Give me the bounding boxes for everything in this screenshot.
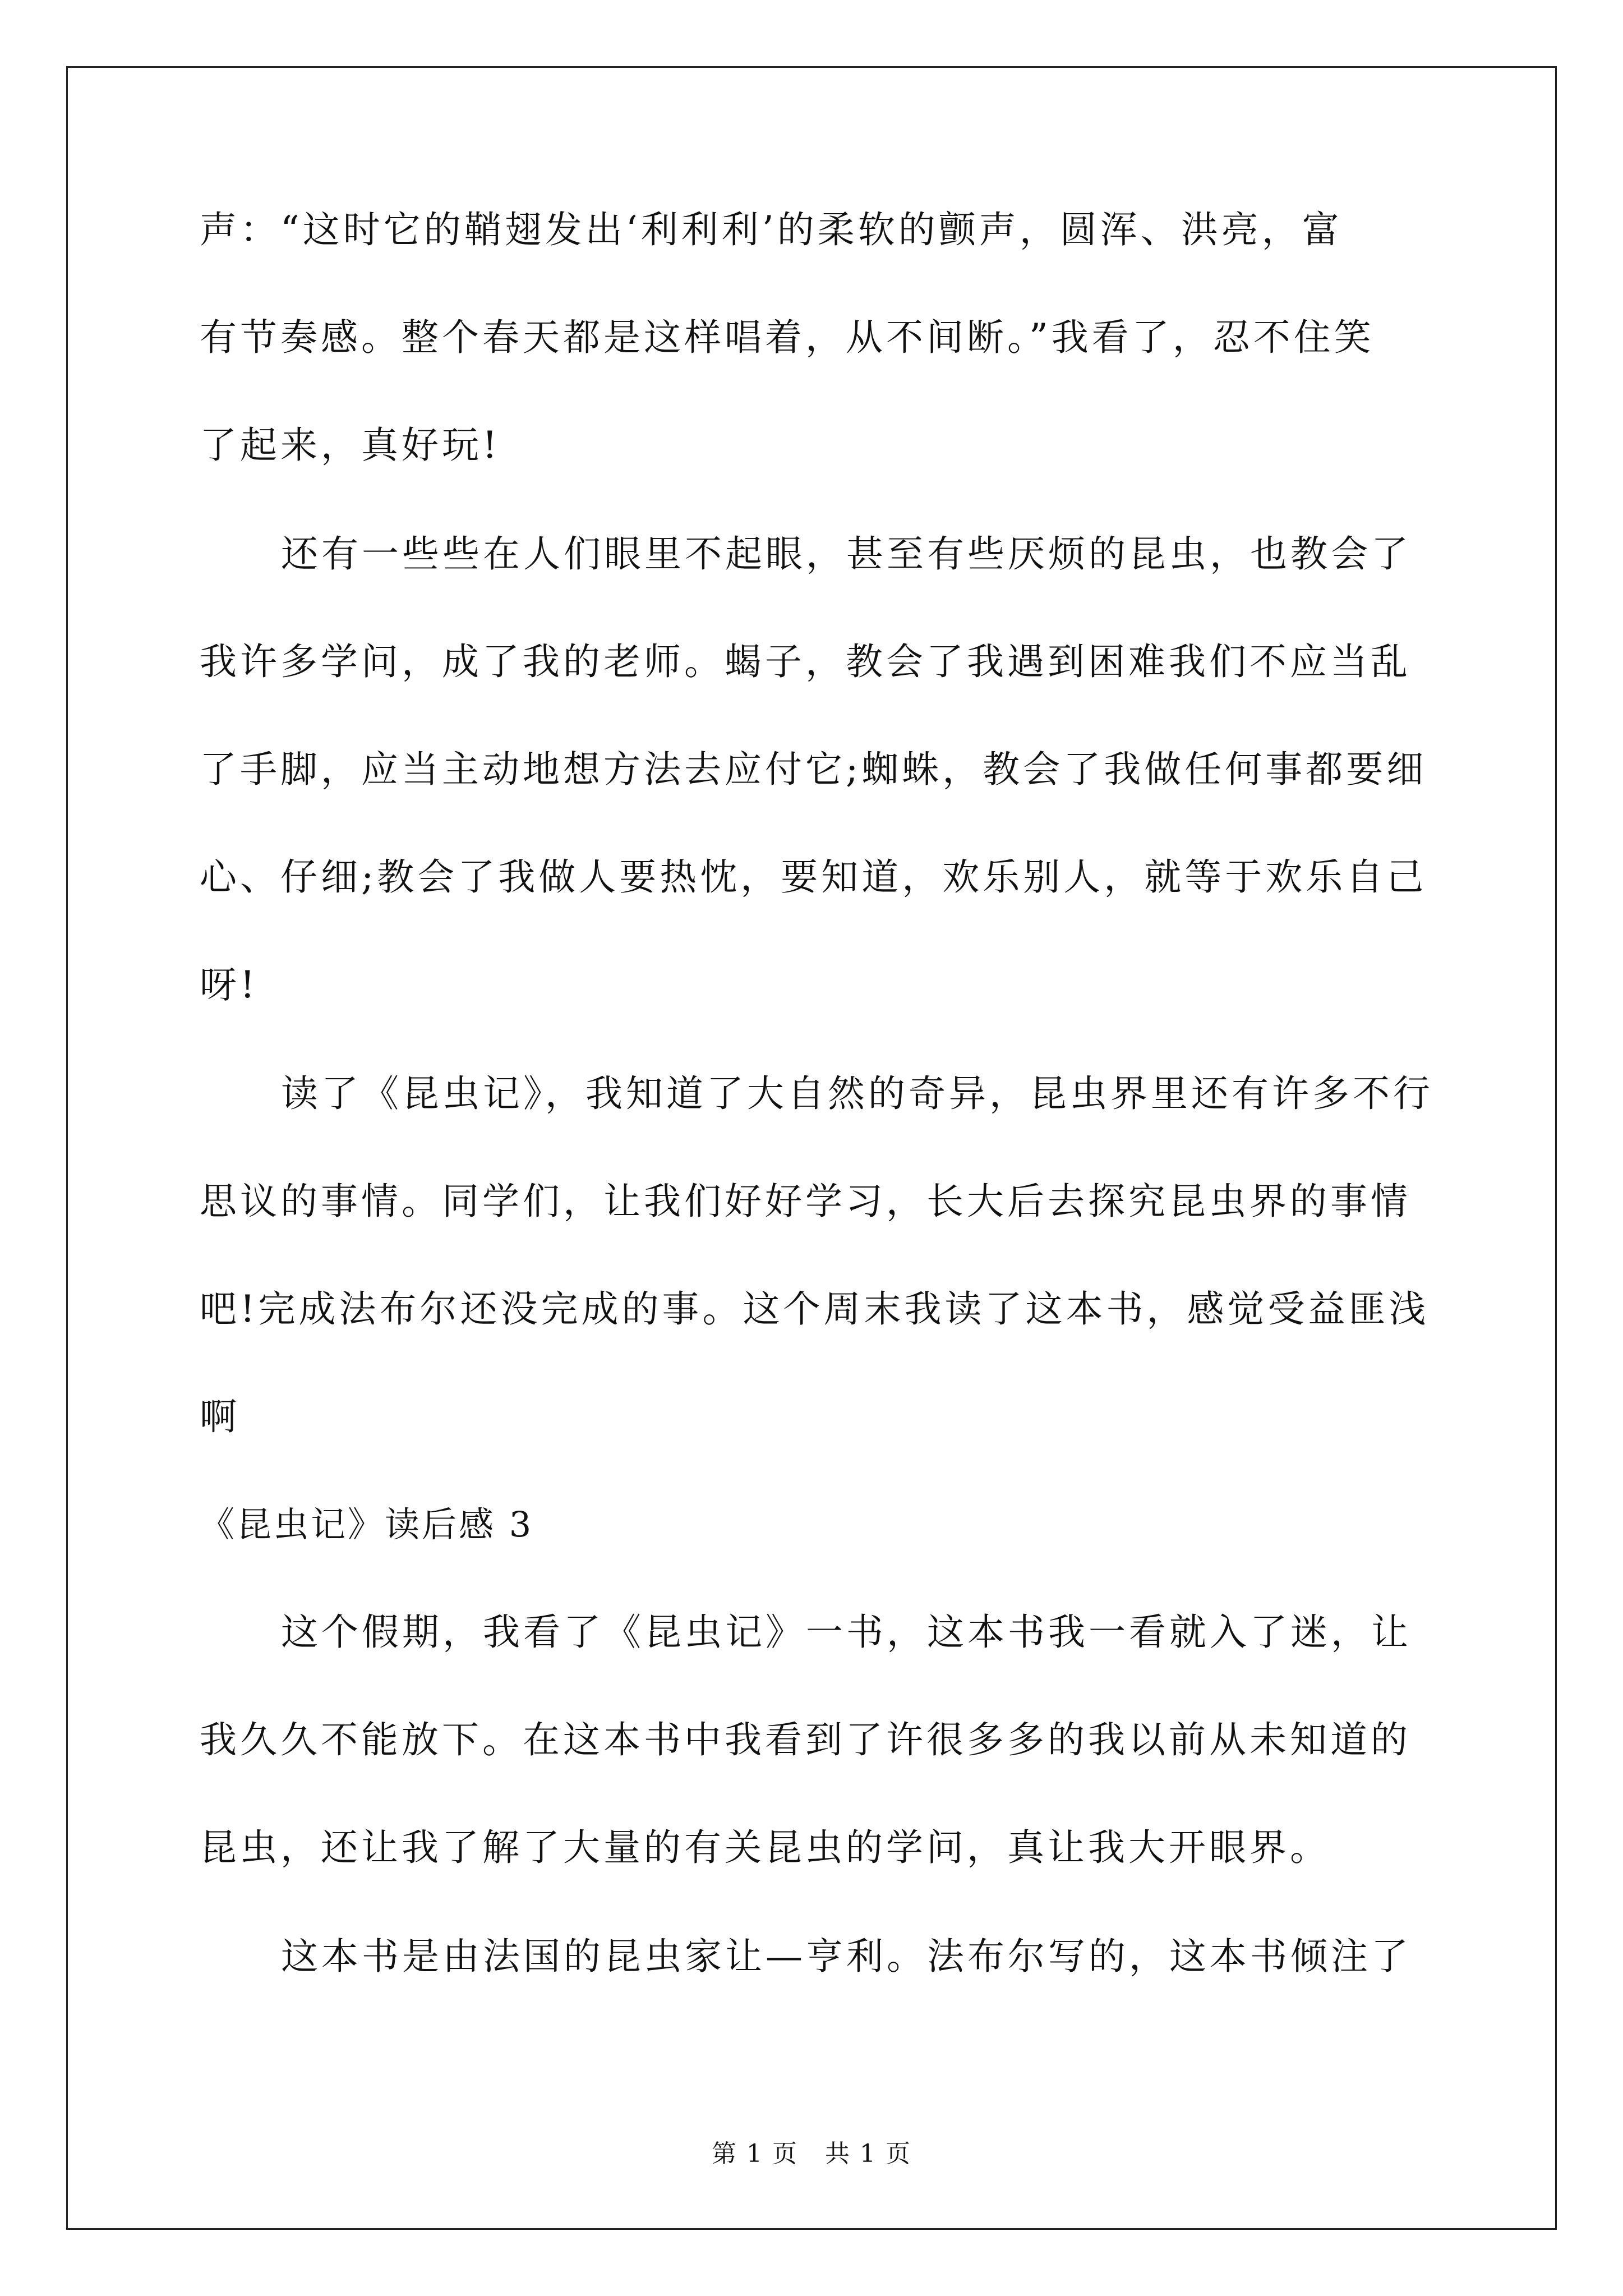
section-heading: 《昆虫记》读后感 3	[200, 1504, 534, 1545]
text-line: 我久久不能放下。在这本书中我看到了许很多多的我以前从未知道的	[200, 1718, 1411, 1761]
page-footer: 第 1 页 共 1 页	[712, 2139, 911, 2168]
text-line: 还有一些些在人们眼里不起眼，甚至有些厌烦的昆虫，也教会了	[281, 532, 1412, 576]
text-line: 有节奏感。整个春天都是这样唱着，从不间断。”我看了，忍不住笑	[200, 316, 1375, 359]
text-line: 这本书是由法国的昆虫家让—亨利。法布尔写的，这本书倾注了	[281, 1935, 1412, 1978]
page-border	[66, 66, 1557, 2230]
text-line: 了起来，真好玩!	[200, 424, 501, 467]
text-line: 读了《昆虫记》，我知道了大自然的奇异，昆虫界里还有许多不行	[281, 1072, 1433, 1115]
text-line: 我许多学问，成了我的老师。蝎子，教会了我遇到困难我们不应当乱	[200, 640, 1411, 683]
text-line: 思议的事情。同学们，让我们好好学习，长大后去探究昆虫界的事情	[200, 1180, 1411, 1223]
text-line: 呀!	[200, 963, 259, 1006]
text-line: 心、仔细;教会了我做人要热忱，要知道，欢乐别人，就等于欢乐自己	[200, 855, 1427, 899]
text-line: 声：“这时它的鞘翅发出‘利利利’的柔软的颤声，圆浑、洪亮，富	[200, 208, 1343, 251]
text-line: 了手脚，应当主动地想方法去应付它;蜘蛛，教会了我做任何事都要细	[200, 748, 1427, 791]
text-line: 昆虫，还让我了解了大量的有关昆虫的学问，真让我大开眼界。	[200, 1826, 1330, 1869]
text-line: 吧!完成法布尔还没完成的事。这个周末我读了这本书，感觉受益匪浅	[200, 1287, 1430, 1331]
text-line: 这个假期，我看了《昆虫记》一书，这本书我一看就入了迷，让	[281, 1611, 1412, 1654]
text-line: 啊	[200, 1395, 240, 1438]
